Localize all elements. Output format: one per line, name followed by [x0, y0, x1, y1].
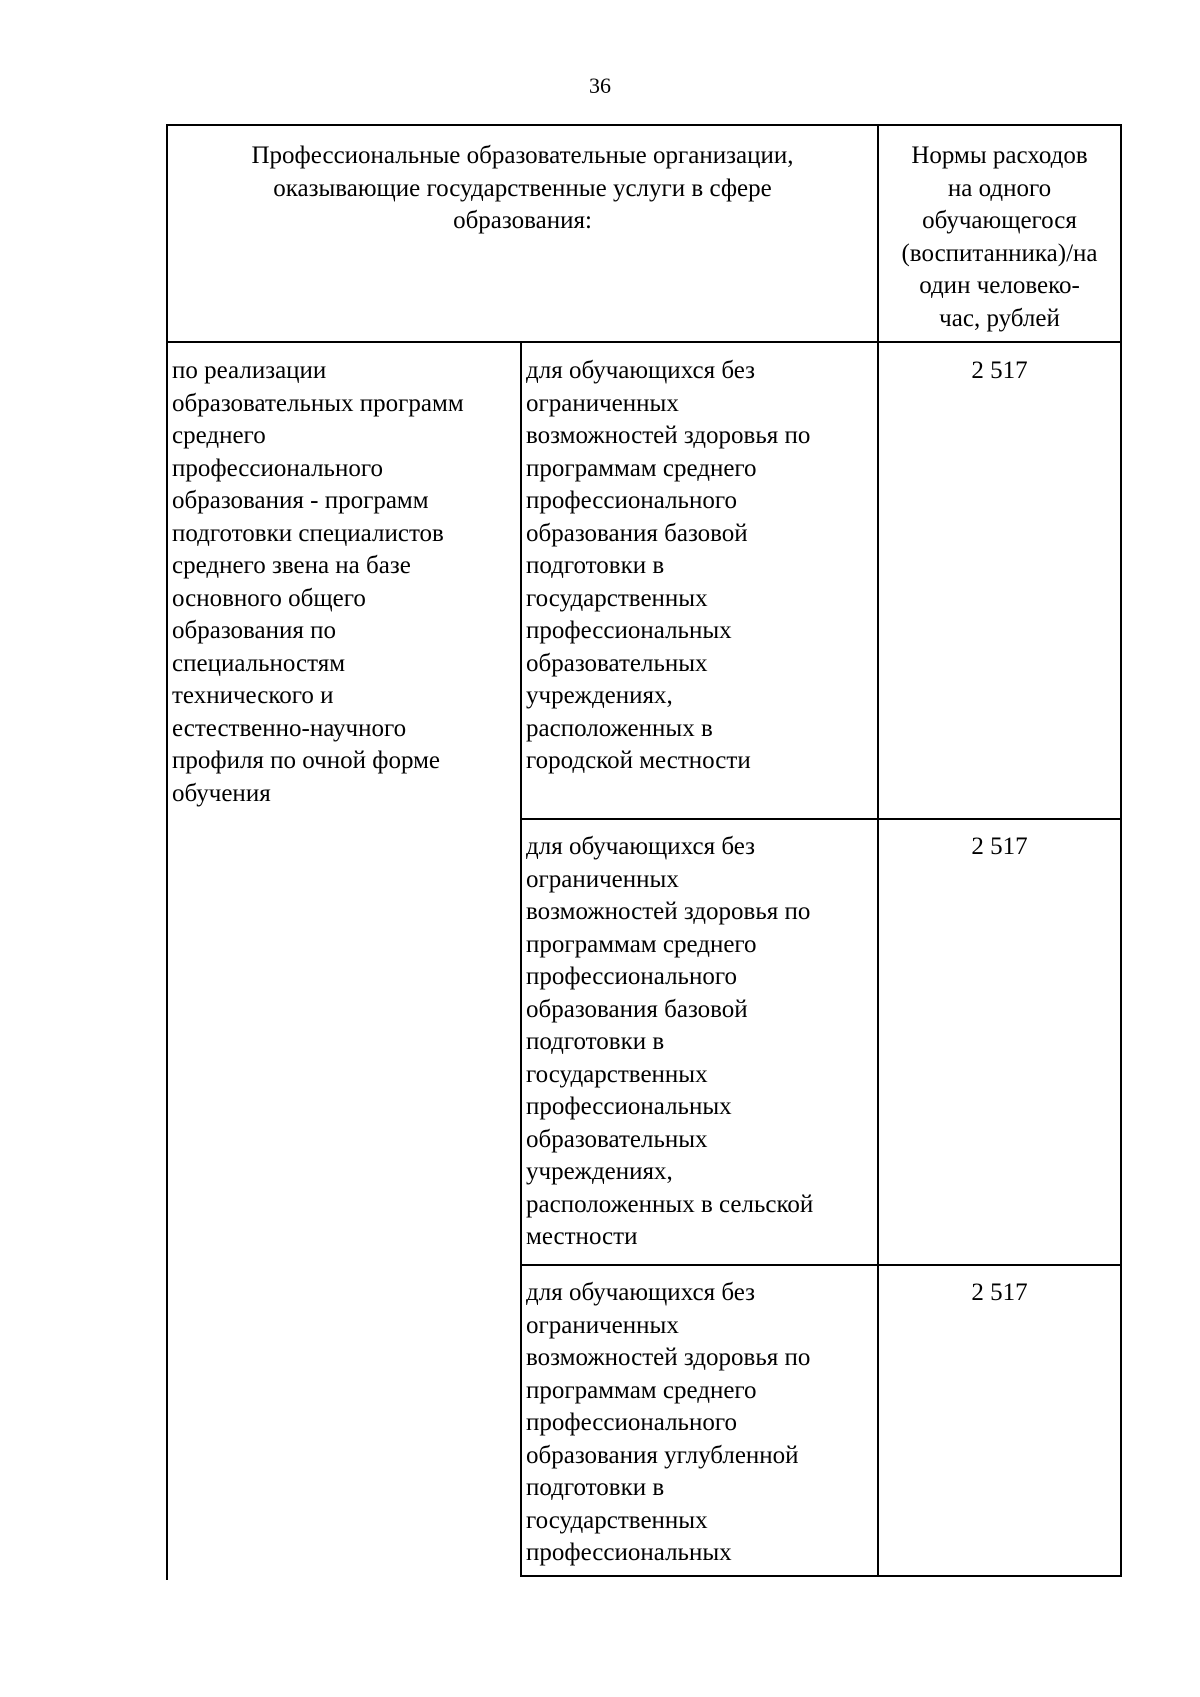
header-norms: Нормы расходов на одного обучающегося (воспитанника)/на один человеко- час, рублей	[901, 142, 1098, 332]
category-cell: для обучающихся без ограниченных возможностей здоровья по программам среднего профессионального образования углубленной подготовки в государственных профессиональных	[526, 1279, 811, 1566]
header-divider	[166, 341, 1122, 343]
page-number: 36	[589, 73, 611, 98]
subrow-divider-3	[520, 1575, 1122, 1577]
category-cell: для обучающихся без ограниченных возможностей здоровья по программам среднего профессионального образования базовой подготовки в государственных профессиональных образовательных учреждениях, расположенных в городской местности	[526, 357, 811, 774]
norm-value: 2 517	[971, 357, 1028, 384]
subrow-divider-1	[520, 818, 1122, 820]
norm-value: 2 517	[971, 833, 1028, 860]
table-border-top	[166, 124, 1122, 126]
program-description: по реализации образовательных программ среднего профессионального образования - программ подготовки специалистов среднего звена на базе основного общего образования по специальностям технического и естественно-научного профиля по очной форме обучения	[172, 357, 464, 807]
category-cell: для обучающихся без ограниченных возможностей здоровья по программам среднего профессионального образования базовой подготовки в государственных профессиональных образовательных учреждениях, расположенных в сельской местности	[526, 833, 814, 1250]
subrow-divider-2	[520, 1264, 1122, 1266]
body-column-divider	[520, 341, 522, 1577]
norm-value: 2 517	[971, 1279, 1028, 1306]
header-organizations: Профессиональные образовательные организации, оказывающие государственные услуги в сфере образования:	[251, 142, 794, 234]
